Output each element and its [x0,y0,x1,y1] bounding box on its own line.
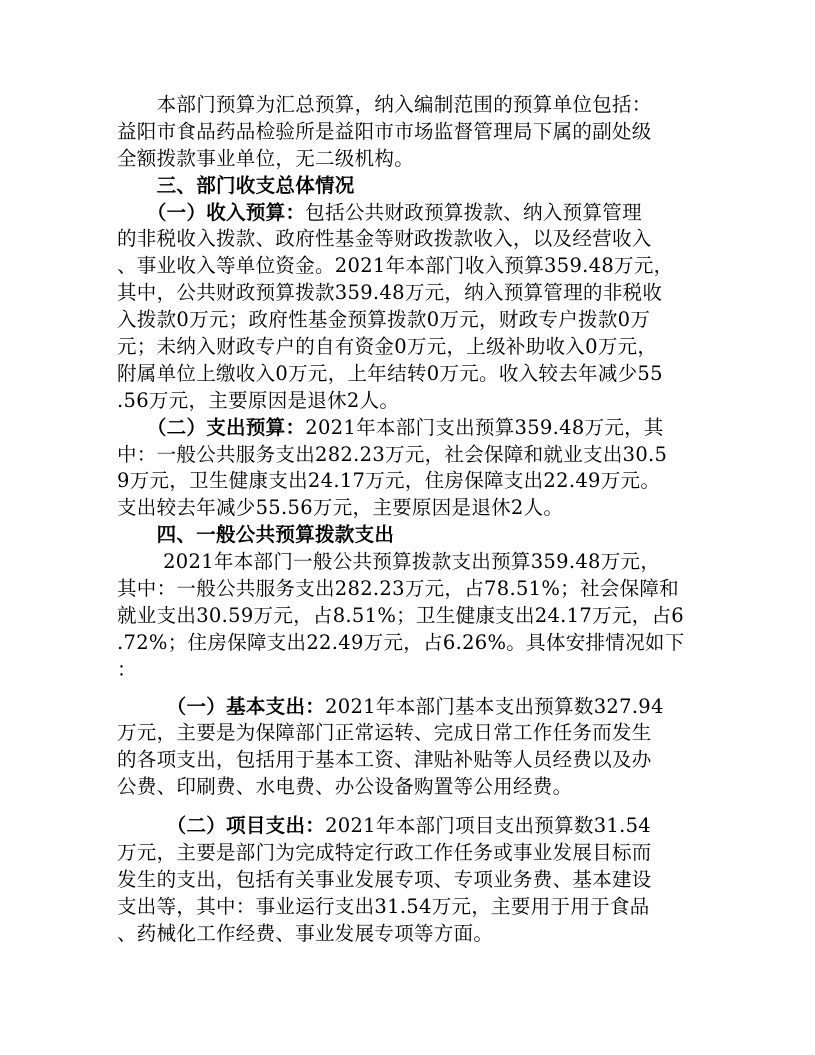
paragraph-line: 万元，主要是部门为完成特定行政工作任务或事业发展目标而 [117,841,652,865]
paragraph-line: 其中：一般公共服务支出282.23万元，占78.51%；社会保障和 [117,577,679,601]
paragraph-line [117,694,701,721]
subsection-label: （一）收入预算： [117,200,306,224]
paragraph-text: 2021年本部门基本支出预算数327.94 [325,694,664,718]
paragraph-line: 的各项支出，包括用于基本工资、津贴补贴等人员经费以及办 [117,748,652,772]
paragraph-line: 附属单位上缴收入0万元，上年结转0万元。收入较去年减少55 [117,361,663,385]
paragraph-line: 、药械化工作经费、事业发展专项等方面。 [117,921,494,945]
paragraph-line: 的非税收入拨款、政府性基金等财政拨款收入，以及经营收入 [117,227,652,251]
paragraph-line: 本部门预算为汇总预算，纳入编制范围的预算单位包括： [117,93,652,116]
paragraph-line: 支出较去年减少55.56万元，主要原因是退休2人。 [117,496,564,520]
paragraph-text: 包括公共财政预算拨款、纳入预算管理 [305,200,642,224]
paragraph-line [117,200,701,227]
subsection-label: （二）支出预算： [117,415,306,439]
paragraph-line: 万元，主要是为保障部门正常运转、完成日常工作任务而发生 [117,721,652,745]
paragraph-line: 、事业收入等单位资金。2021年本部门收入预算359.48万元， [117,254,674,278]
paragraph-line: 元；未纳入财政专户的自有资金0万元，上级补助收入0万元， [117,335,658,359]
paragraph-line: 发生的支出，包括有关事业发展专项、专项业务费、基本建设 [117,867,652,891]
paragraph-line [117,813,701,840]
section-heading: 三、部门收支总体情况 [117,173,355,197]
paragraph-line: .56万元，主要原因是退休2人。 [117,388,400,412]
paragraph-line: .72%；住房保障支出22.49万元，占6.26%。具体安排情况如下 [117,630,685,654]
paragraph-text: 2021年本部门项目支出预算数31.54 [325,814,652,838]
paragraph-line: ： [117,657,137,681]
paragraph-line: 公费、印刷费、水电费、办公设备购置等公用经费。 [117,775,573,799]
subsection-label: （一）基本支出： [117,694,326,718]
paragraph-line: 2021年本部门一般公共预算拨款支出预算359.48万元， [117,550,661,574]
paragraph-text: 2021年本部门支出预算359.48万元，其 [305,415,664,439]
paragraph-line: 益阳市食品药品检验所是益阳市市场监督管理局下属的副处级 [117,119,652,143]
subsection-label: （二）项目支出： [117,814,326,838]
document-page [117,92,701,948]
paragraph-line: 支出等，其中：事业运行支出31.54万元，主要用于用于食品 [117,894,650,918]
paragraph-line: 9万元，卫生健康支出24.17万元，住房保障支出22.49万元。 [117,469,661,493]
paragraph-line: 其中，公共财政预算拨款359.48万元，纳入预算管理的非税收 [117,281,663,305]
section-heading: 四、一般公共预算拨款支出 [117,523,395,547]
paragraph-line: 就业支出30.59万元，占8.51%；卫生健康支出24.17万元，占6 [117,603,685,627]
paragraph-line: 入拨款0万元；政府性基金预算拨款0万元，财政专户拨款0万 [117,308,651,332]
paragraph-line: 中：一般公共服务支出282.23万元，社会保障和就业支出30.5 [117,442,668,466]
paragraph-line [117,415,701,442]
paragraph-line: 全额拨款事业单位，无二级机构。 [117,146,415,170]
